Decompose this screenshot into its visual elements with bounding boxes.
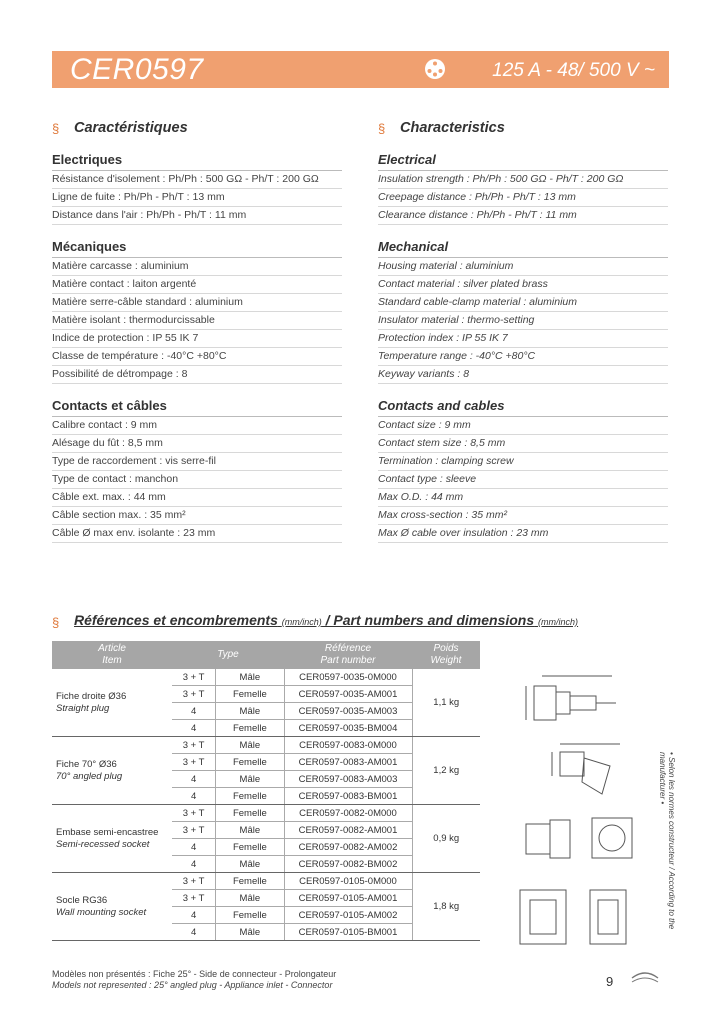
item-cell: Embase semi-encastree Semi-recessed socket (52, 805, 172, 873)
spec-row: Type de raccordement : vis serre-fil (52, 453, 342, 471)
table-row: Fiche droite Ø36 Straight plug 3 + T Mâle CER0597-0035-0M000 1,1 kg (52, 669, 480, 686)
spec-row: Insulator material : thermo-setting (378, 312, 668, 330)
table-row: 3 + T Mâle CER0597-0105-AM001 (52, 890, 480, 907)
table-row: 4 Mâle CER0597-0035-AM003 (52, 703, 480, 720)
characteristics-fr (52, 118, 342, 557)
spec-row: Câble Ø max env. isolante : 23 mm (52, 525, 342, 543)
page-number: 9 (606, 974, 614, 989)
spec-row: Clearance distance : Ph/Ph - Ph/T : 11 mm (378, 207, 668, 225)
table-row: 4 Femelle CER0597-0082-AM002 (52, 839, 480, 856)
group-contacts-fr (52, 398, 342, 543)
brand-logo-icon (628, 966, 662, 988)
side-note: • Selon les normes constructeur / According to the manufacturer • (658, 752, 676, 930)
spec-row: Keyway variants : 8 (378, 366, 668, 384)
characteristics-en (378, 118, 668, 557)
table-row: Socle RG36 Wall mounting socket 3 + T Femelle CER0597-0105-0M000 1,8 kg (52, 873, 480, 890)
spec-row: Contact size : 9 mm (378, 417, 668, 435)
table-row: 3 + T Femelle CER0597-0035-AM001 (52, 686, 480, 703)
col-weight: Poids Weight (412, 641, 480, 669)
spec-row: Matière carcasse : aluminium (52, 258, 342, 276)
rating-label: 125 A - 48/ 500 V ~ (492, 60, 655, 81)
spec-row: Standard cable-clamp material : aluminium (378, 294, 668, 312)
section-title-fr: § Caractéristiques (52, 120, 188, 136)
drawing-straight-plug (512, 668, 632, 734)
spec-row: Insulation strength : Ph/Ph : 500 GΩ - Ph/T : 200 GΩ (378, 171, 668, 189)
group-head: Electriques (52, 152, 342, 171)
item-cell: Socle RG36 Wall mounting socket (52, 873, 172, 941)
header-band (52, 51, 669, 88)
socket-pin-icon (424, 58, 446, 80)
spec-row: Possibilité de détrompage : 8 (52, 366, 342, 384)
spec-row: Matière isolant : thermodurcissable (52, 312, 342, 330)
table-row: 4 Femelle CER0597-0105-AM002 (52, 907, 480, 924)
table-row: 4 Femelle CER0597-0035-BM004 (52, 720, 480, 737)
spec-row: Temperature range : -40°C +80°C (378, 348, 668, 366)
table-row: 3 + T Mâle CER0597-0082-AM001 (52, 822, 480, 839)
table-row: Embase semi-encastree Semi-recessed socket 3 + T Femelle CER0597-0082-0M000 0,9 kg (52, 805, 480, 822)
col-type: Type (172, 641, 284, 669)
table-row: 4 Femelle CER0597-0083-BM001 (52, 788, 480, 805)
group-head: Mechanical (378, 239, 668, 258)
table-header-row (52, 641, 480, 669)
group-contacts-en (378, 398, 668, 543)
spec-row: Contact stem size : 8,5 mm (378, 435, 668, 453)
group-electrical-fr (52, 152, 342, 225)
spec-row: Résistance d'isolement : Ph/Ph : 500 GΩ - Ph/T : 200 GΩ (52, 171, 342, 189)
group-head: Contacts et câbles (52, 398, 342, 417)
product-title: CER0597 (70, 53, 204, 86)
spec-row: Housing material : aluminium (378, 258, 668, 276)
section-bullet-icon: § (52, 615, 60, 630)
spec-row: Câble section max. : 35 mm² (52, 507, 342, 525)
spec-row: Indice de protection : IP 55 IK 7 (52, 330, 342, 348)
references-title: § Références et encombrements (mm/inch) / Part numbers and dimensions (mm/inch) (52, 612, 579, 630)
table-row: 3 + T Femelle CER0597-0083-AM001 (52, 754, 480, 771)
spec-row: Alésage du fût : 8,5 mm (52, 435, 342, 453)
group-head: Mécaniques (52, 239, 342, 258)
spec-row: Ligne de fuite : Ph/Ph - Ph/T : 13 mm (52, 189, 342, 207)
spec-row: Matière serre-câble standard : aluminium (52, 294, 342, 312)
table-row: 4 Mâle CER0597-0105-BM001 (52, 924, 480, 941)
table-row: 4 Mâle CER0597-0082-BM002 (52, 856, 480, 873)
drawing-angled-plug (540, 738, 636, 808)
group-mechanical-en (378, 239, 668, 384)
group-head: Electrical (378, 152, 668, 171)
drawing-wall-socket (512, 878, 638, 954)
section-bullet-icon: § (378, 121, 386, 136)
spec-row: Max cross-section : 35 mm² (378, 507, 668, 525)
item-cell: Fiche droite Ø36 Straight plug (52, 669, 172, 737)
spec-row: Termination : clamping screw (378, 453, 668, 471)
col-item: Article Item (52, 641, 172, 669)
references-table (52, 641, 480, 941)
spec-row: Classe de température : -40°C +80°C (52, 348, 342, 366)
spec-row: Protection index : IP 55 IK 7 (378, 330, 668, 348)
spec-row: Câble ext. max. : 44 mm (52, 489, 342, 507)
drawing-semi-recessed-socket (512, 810, 638, 870)
spec-row: Contact type : sleeve (378, 471, 668, 489)
section-title-en: § Characteristics (378, 120, 505, 136)
spec-row: Contact material : silver plated brass (378, 276, 668, 294)
spec-row: Max Ø cable over insulation : 23 mm (378, 525, 668, 543)
section-bullet-icon: § (52, 121, 60, 136)
footer-note: Modèles non présentés : Fiche 25° - Side de connecteur - Prolongateur Models not represented : 25° angled plug - Appliance inlet - Connector (52, 969, 337, 990)
spec-row: Calibre contact : 9 mm (52, 417, 342, 435)
group-electrical-en (378, 152, 668, 225)
spec-row: Type de contact : manchon (52, 471, 342, 489)
group-head: Contacts and cables (378, 398, 668, 417)
table-row: 4 Mâle CER0597-0083-AM003 (52, 771, 480, 788)
spec-row: Max O.D. : 44 mm (378, 489, 668, 507)
group-mechanical-fr (52, 239, 342, 384)
spec-row: Matière contact : laiton argenté (52, 276, 342, 294)
spec-row: Distance dans l'air : Ph/Ph - Ph/T : 11 mm (52, 207, 342, 225)
col-ref: Référence Part number (284, 641, 412, 669)
item-cell: Fiche 70° Ø36 70° angled plug (52, 737, 172, 805)
table-row: Fiche 70° Ø36 70° angled plug 3 + T Mâle CER0597-0083-0M000 1,2 kg (52, 737, 480, 754)
spec-row: Creepage distance : Ph/Ph - Ph/T : 13 mm (378, 189, 668, 207)
